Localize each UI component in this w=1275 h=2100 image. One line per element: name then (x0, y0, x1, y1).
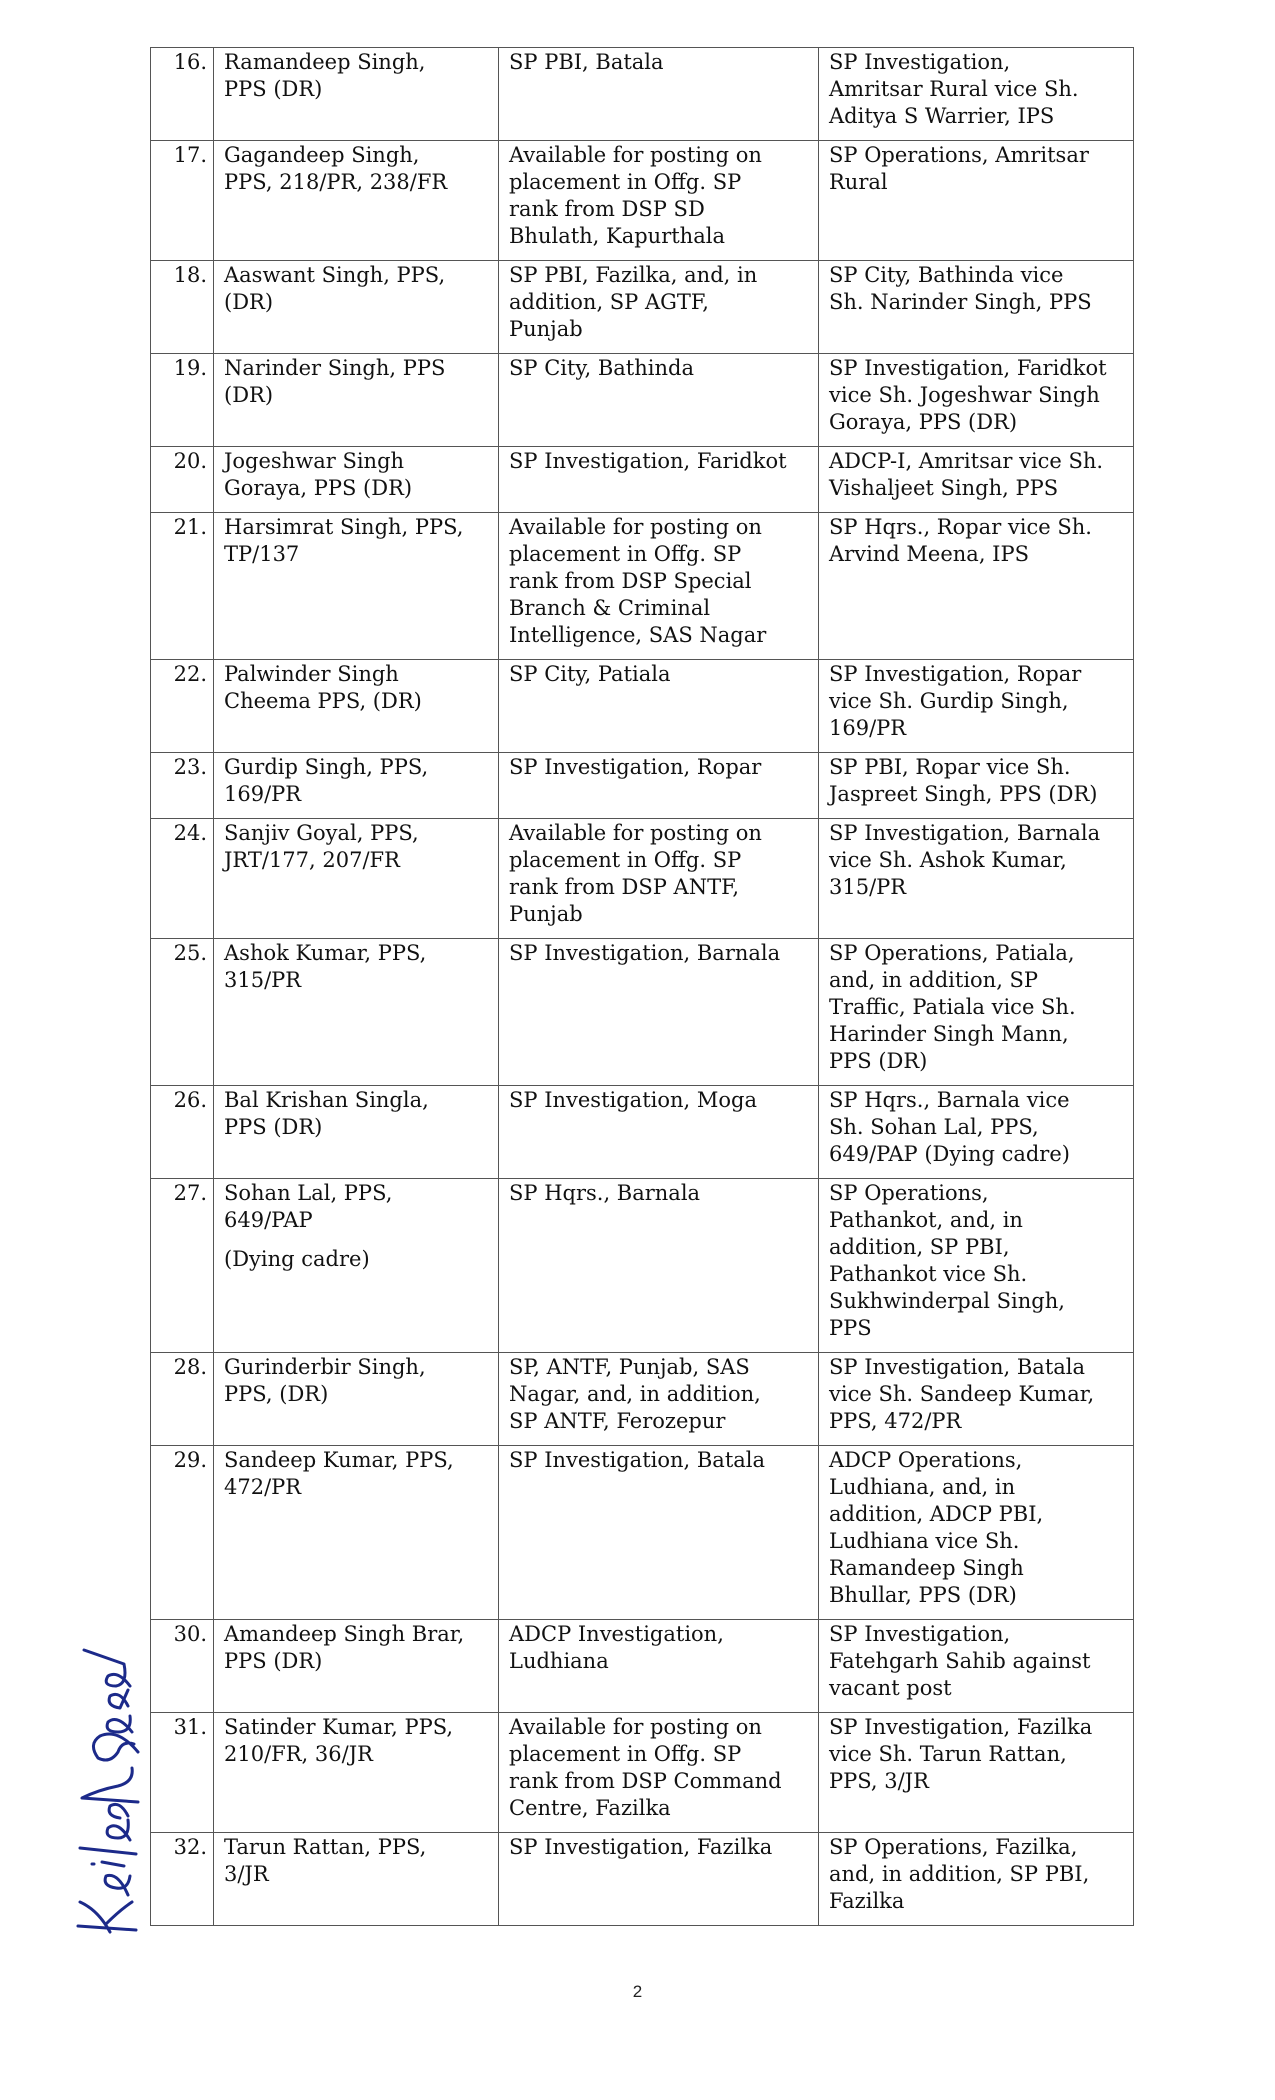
cell-text-line: Centre, Fazilka (509, 1796, 671, 1820)
cell-text-line: Amritsar Rural vice Sh. (829, 77, 1079, 101)
cell-text-line: 649/PAP (224, 1208, 313, 1232)
new-posting-cell (819, 939, 1134, 1086)
cell-text-line: (DR) (224, 290, 274, 314)
cell-text-line: Jaspreet Singh, PPS (DR) (829, 782, 1098, 806)
present-posting-cell (499, 819, 819, 939)
cell-text-line: Bal Krishan Singla, (224, 1088, 429, 1112)
new-posting-cell (819, 141, 1134, 261)
cell-text-line: rank from DSP SD (509, 197, 705, 221)
serial-number-cell: 22. (151, 660, 214, 753)
cell-text-line: SP Investigation, Fazilka (829, 1715, 1093, 1739)
officer-name-cell (214, 939, 499, 1086)
cell-text-line: 472/PR (224, 1475, 302, 1499)
table-row (151, 354, 1134, 447)
cell-text-line: JRT/177, 207/FR (224, 848, 400, 872)
cell-text-line: placement in Offg. SP (509, 1742, 742, 1766)
table-row (151, 819, 1134, 939)
cell-text-line: Punjab (509, 902, 583, 926)
cell-text-line: SP PBI, Batala (509, 50, 664, 74)
new-posting-cell (819, 1446, 1134, 1620)
cell-text-line: and, in addition, SP (829, 968, 1039, 992)
cell-text-line: 210/FR, 36/JR (224, 1742, 373, 1766)
cadre-note: (Dying cadre) (224, 1247, 370, 1271)
cell-text-line: SP Investigation, Faridkot (509, 449, 787, 473)
cell-text-line: SP Investigation, Ropar (509, 755, 762, 779)
serial-number-cell: 26. (151, 1086, 214, 1179)
cell-text-line: Aditya S Warrier, IPS (829, 104, 1055, 128)
cell-text-line: Bhulath, Kapurthala (509, 224, 725, 248)
cell-text-line: Fazilka (829, 1889, 905, 1913)
page-number: 2 (632, 1982, 643, 2001)
new-posting-cell (819, 1833, 1134, 1926)
serial-number-cell: 24. (151, 819, 214, 939)
cell-text-line: vice Sh. Tarun Rattan, (829, 1742, 1067, 1766)
cell-text-line: SP City, Bathinda vice (829, 263, 1064, 287)
serial-number-cell: 30. (151, 1620, 214, 1713)
cell-text-line: Amandeep Singh Brar, (224, 1622, 465, 1646)
new-posting-cell (819, 261, 1134, 354)
serial-number-cell: 27. (151, 1179, 214, 1353)
cell-text-line: Sandeep Kumar, PPS, (224, 1448, 454, 1472)
cell-text-line: SP Investigation, Barnala (509, 941, 781, 965)
cell-text-line: SP Hqrs., Barnala (509, 1181, 701, 1205)
cell-text-line: SP Investigation, Faridkot (829, 356, 1107, 380)
cell-text-line: PPS (DR) (224, 77, 323, 101)
cell-text-line: placement in Offg. SP (509, 848, 742, 872)
officer-name-cell (214, 141, 499, 261)
cell-text-line: Vishaljeet Singh, PPS (829, 476, 1059, 500)
cell-text-line: placement in Offg. SP (509, 170, 742, 194)
cell-text-line: SP Hqrs., Barnala vice (829, 1088, 1070, 1112)
cell-text-line: SP Investigation, Batala (509, 1448, 766, 1472)
new-posting-cell (819, 753, 1134, 819)
table-row (151, 753, 1134, 819)
cell-text-line: Gurinderbir Singh, (224, 1355, 426, 1379)
cell-text-line: and, in addition, SP PBI, (829, 1862, 1090, 1886)
cell-text-line: Goraya, PPS (DR) (224, 476, 413, 500)
cell-text-line: Available for posting on (509, 1715, 762, 1739)
present-posting-cell (499, 447, 819, 513)
officer-name-cell (214, 1713, 499, 1833)
new-posting-cell (819, 354, 1134, 447)
present-posting-cell (499, 354, 819, 447)
cell-text-line: PPS, 218/PR, 238/FR (224, 170, 448, 194)
officer-name-cell (214, 513, 499, 660)
cell-text-line: Tarun Rattan, PPS, (224, 1835, 427, 1859)
cell-text-line: SP Investigation, Fazilka (509, 1835, 773, 1859)
cell-text-line: PPS (DR) (224, 1649, 323, 1673)
cell-text-line: Goraya, PPS (DR) (829, 410, 1018, 434)
cell-text-line: SP Investigation, (829, 50, 1011, 74)
new-posting-cell (819, 1713, 1134, 1833)
cell-text-line: Punjab (509, 317, 583, 341)
serial-number-cell: 25. (151, 939, 214, 1086)
serial-number-cell: 19. (151, 354, 214, 447)
cell-text-line: vacant post (829, 1676, 952, 1700)
cell-text-line: PPS, (DR) (224, 1382, 329, 1406)
cell-text-line: addition, SP PBI, (829, 1235, 1010, 1259)
cell-text-line: Satinder Kumar, PPS, (224, 1715, 454, 1739)
cell-text-line: Narinder Singh, PPS (224, 356, 446, 380)
cell-text-line: Available for posting on (509, 515, 762, 539)
present-posting-cell (499, 1713, 819, 1833)
officer-name-cell (214, 1086, 499, 1179)
cell-text-line: Ramandeep Singh, (224, 50, 426, 74)
cell-text-line: Sanjiv Goyal, PPS, (224, 821, 419, 845)
cell-text-line: addition, ADCP PBI, (829, 1502, 1044, 1526)
present-posting-cell (499, 753, 819, 819)
cell-text-line: Palwinder Singh (224, 662, 399, 686)
cell-text-line: Ludhiana vice Sh. (829, 1529, 1020, 1553)
cell-text-line: SP Operations, Patiala, (829, 941, 1075, 965)
table-row (151, 261, 1134, 354)
present-posting-cell (499, 1620, 819, 1713)
table-row (151, 513, 1134, 660)
serial-number-cell: 31. (151, 1713, 214, 1833)
serial-number-cell: 29. (151, 1446, 214, 1620)
present-posting-cell (499, 1833, 819, 1926)
signature-image (58, 1640, 148, 1940)
present-posting-cell (499, 939, 819, 1086)
officer-name-cell (214, 660, 499, 753)
cell-text-line: vice Sh. Sandeep Kumar, (829, 1382, 1095, 1406)
cell-text-line: SP City, Patiala (509, 662, 671, 686)
officer-name-cell (214, 1833, 499, 1926)
cell-text-line: placement in Offg. SP (509, 542, 742, 566)
cell-text-line: Aaswant Singh, PPS, (224, 263, 446, 287)
cell-text-line: Pathankot, and, in (829, 1208, 1023, 1232)
table-row (151, 939, 1134, 1086)
cell-text-line: Nagar, and, in addition, (509, 1382, 761, 1406)
officer-name-cell (214, 1446, 499, 1620)
cell-text-line: Branch & Criminal (509, 596, 711, 620)
cell-text-line: Traffic, Patiala vice Sh. (829, 995, 1076, 1019)
cell-text-line: Sh. Narinder Singh, PPS (829, 290, 1092, 314)
new-posting-cell (819, 1353, 1134, 1446)
cell-text-line: Bhullar, PPS (DR) (829, 1583, 1017, 1607)
cell-text-line: vice Sh. Jogeshwar Singh (829, 383, 1100, 407)
present-posting-cell (499, 48, 819, 141)
serial-number-cell: 32. (151, 1833, 214, 1926)
table-row (151, 1179, 1134, 1353)
officer-name-cell (214, 1620, 499, 1713)
cell-text-line: PPS (DR) (224, 1115, 323, 1139)
cell-text-line: Cheema PPS, (DR) (224, 689, 422, 713)
table-row (151, 660, 1134, 753)
new-posting-cell (819, 1620, 1134, 1713)
cell-text-line: Intelligence, SAS Nagar (509, 623, 767, 647)
cell-text-line: PPS (DR) (829, 1049, 928, 1073)
present-posting-cell (499, 141, 819, 261)
new-posting-cell (819, 48, 1134, 141)
table-row (151, 1353, 1134, 1446)
cell-text-line: Ludhiana, and, in (829, 1475, 1016, 1499)
serial-number-cell: 28. (151, 1353, 214, 1446)
table-row (151, 1086, 1134, 1179)
cell-text-line: SP Operations, Fazilka, (829, 1835, 1078, 1859)
serial-number-cell: 21. (151, 513, 214, 660)
cell-text-line: Arvind Meena, IPS (829, 542, 1029, 566)
serial-number-cell: 20. (151, 447, 214, 513)
cell-text-line: SP PBI, Fazilka, and, in (509, 263, 758, 287)
present-posting-cell (499, 1179, 819, 1353)
officer-name-cell (214, 819, 499, 939)
cell-text-line: SP ANTF, Ferozepur (509, 1409, 726, 1433)
table-row (151, 1833, 1134, 1926)
new-posting-cell (819, 1179, 1134, 1353)
cell-text-line: rank from DSP ANTF, (509, 875, 740, 899)
cell-text-line: SP Investigation, Batala (829, 1355, 1086, 1379)
cell-text-line: vice Sh. Ashok Kumar, (829, 848, 1067, 872)
cell-text-line: Fatehgarh Sahib against (829, 1649, 1091, 1673)
cell-text-line: SP Investigation, Ropar (829, 662, 1082, 686)
cell-text-line: ADCP Investigation, (509, 1622, 724, 1646)
table-body (151, 48, 1134, 1926)
cell-text-line: Sohan Lal, PPS, (224, 1181, 393, 1205)
officer-name-cell (214, 1353, 499, 1446)
serial-number-cell: 16. (151, 48, 214, 141)
cell-text-line: Sukhwinderpal Singh, (829, 1289, 1065, 1313)
cell-text-line: Harsimrat Singh, PPS, (224, 515, 464, 539)
cell-text-line: 315/PR (224, 968, 302, 992)
present-posting-cell (499, 660, 819, 753)
present-posting-cell (499, 1353, 819, 1446)
present-posting-cell (499, 1086, 819, 1179)
cell-text-line: rank from DSP Command (509, 1769, 782, 1793)
new-posting-cell (819, 513, 1134, 660)
new-posting-cell (819, 447, 1134, 513)
cell-text-line: 649/PAP (Dying cadre) (829, 1142, 1070, 1166)
cell-text-line: rank from DSP Special (509, 569, 752, 593)
cell-text-line: SP Investigation, Moga (509, 1088, 757, 1112)
cell-text-line: 315/PR (829, 875, 907, 899)
officer-name-cell (214, 753, 499, 819)
present-posting-cell (499, 513, 819, 660)
cell-text-line: PPS (829, 1316, 872, 1340)
cell-text-line: ADCP-I, Amritsar vice Sh. (829, 449, 1104, 473)
cell-text-line: 3/JR (224, 1862, 269, 1886)
cell-text-line: Rural (829, 170, 888, 194)
cell-text-line: Available for posting on (509, 143, 762, 167)
cell-text-line: SP City, Bathinda (509, 356, 694, 380)
table-row (151, 1446, 1134, 1620)
table-row (151, 141, 1134, 261)
table-row (151, 1620, 1134, 1713)
present-posting-cell (499, 261, 819, 354)
cell-text-line: SP Hqrs., Ropar vice Sh. (829, 515, 1092, 539)
cell-text-line: TP/137 (224, 542, 300, 566)
cell-text-line: Ashok Kumar, PPS, (224, 941, 427, 965)
cell-text-line: (DR) (224, 383, 274, 407)
cell-text-line: ADCP Operations, (829, 1448, 1023, 1472)
cell-text-line: Harinder Singh Mann, (829, 1022, 1069, 1046)
cell-text-line: SP Operations, Amritsar (829, 143, 1089, 167)
cell-text-line: 169/PR (829, 716, 907, 740)
cell-text-line: 169/PR (224, 782, 302, 806)
cell-text-line: Ludhiana (509, 1649, 609, 1673)
new-posting-cell (819, 819, 1134, 939)
cell-text-line: SP, ANTF, Punjab, SAS (509, 1355, 750, 1379)
transfer-table (150, 47, 1134, 1926)
cell-text-line: Gurdip Singh, PPS, (224, 755, 429, 779)
cell-text-line: SP Investigation, (829, 1622, 1011, 1646)
cell-text-line: SP PBI, Ropar vice Sh. (829, 755, 1071, 779)
cell-text-line: Sh. Sohan Lal, PPS, (829, 1115, 1039, 1139)
cell-text-line: Pathankot vice Sh. (829, 1262, 1028, 1286)
cell-text-line: Gagandeep Singh, (224, 143, 420, 167)
cell-text-line: SP Investigation, Barnala (829, 821, 1101, 845)
cell-text-line: PPS, 472/PR (829, 1409, 962, 1433)
table-row (151, 1713, 1134, 1833)
serial-number-cell: 23. (151, 753, 214, 819)
table-row (151, 48, 1134, 141)
officer-name-cell (214, 261, 499, 354)
cell-text-line: SP Operations, (829, 1181, 989, 1205)
serial-number-cell: 17. (151, 141, 214, 261)
serial-number-cell: 18. (151, 261, 214, 354)
present-posting-cell (499, 1446, 819, 1620)
cell-text-line: vice Sh. Gurdip Singh, (829, 689, 1069, 713)
new-posting-cell (819, 660, 1134, 753)
officer-name-cell (214, 1179, 499, 1353)
cell-text-line: addition, SP AGTF, (509, 290, 709, 314)
table-row (151, 447, 1134, 513)
officer-name-cell (214, 447, 499, 513)
cell-text-line: Available for posting on (509, 821, 762, 845)
cell-text-line: Ramandeep Singh (829, 1556, 1024, 1580)
cell-text-line: PPS, 3/JR (829, 1769, 929, 1793)
cell-text-line: Jogeshwar Singh (224, 449, 405, 473)
officer-name-cell (214, 48, 499, 141)
officer-name-cell (214, 354, 499, 447)
new-posting-cell (819, 1086, 1134, 1179)
